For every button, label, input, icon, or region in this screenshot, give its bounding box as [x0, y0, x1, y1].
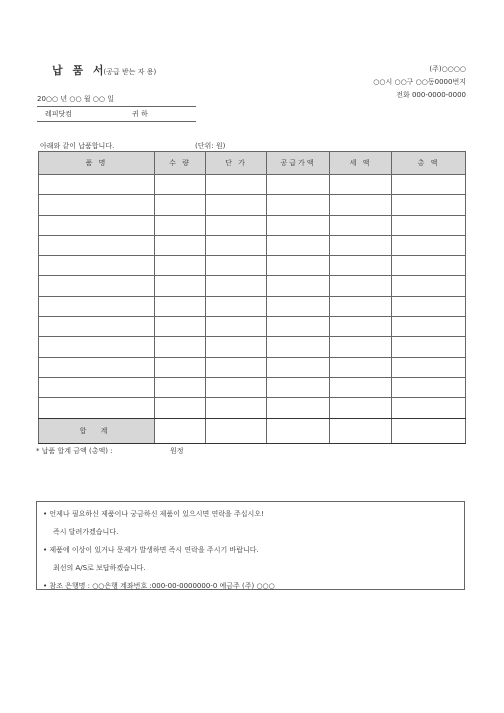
- total-tax-cell[interactable]: [330, 418, 392, 443]
- table-cell[interactable]: [392, 195, 466, 215]
- items-table: [38, 151, 466, 444]
- header-total: 총 액: [392, 152, 466, 175]
- total-row: [39, 418, 466, 443]
- table-cell[interactable]: [267, 377, 330, 397]
- issue-date: 20○○ 년 ○○ 월 ○○ 일: [37, 92, 196, 107]
- table-row: [39, 357, 466, 377]
- note-line: • 참조 은행명 : ○○은행 계좌번호 :000-00-0000000-0 예금주 (주) ○○○: [43, 582, 275, 590]
- table-cell[interactable]: [267, 317, 330, 337]
- table-cell[interactable]: [155, 276, 206, 296]
- total-amount-label: * 납품 합계 금액 (총액) :: [36, 447, 113, 455]
- recipient-name: 레피닷컴: [45, 110, 73, 118]
- table-row: [39, 337, 466, 357]
- supplier-phone: 전화 000-0000-0000: [396, 91, 466, 99]
- note-line: • 제품에 이상이 있거나 문제가 발생하면 즉시 연락을 주시기 바랍니다.: [43, 546, 259, 554]
- table-cell[interactable]: [39, 377, 155, 397]
- table-cell[interactable]: [206, 276, 267, 296]
- supplier-block: [373, 63, 466, 102]
- table-cell[interactable]: [155, 337, 206, 357]
- table-cell[interactable]: [267, 296, 330, 316]
- table-cell[interactable]: [330, 215, 392, 235]
- note-line: 최선의 A/S로 보답하겠습니다.: [53, 564, 146, 572]
- table-row: [39, 195, 466, 215]
- table-cell[interactable]: [267, 276, 330, 296]
- table-cell[interactable]: [155, 317, 206, 337]
- total-supply-cell[interactable]: [267, 418, 330, 443]
- table-cell[interactable]: [39, 175, 155, 195]
- table-cell[interactable]: [39, 256, 155, 276]
- table-cell[interactable]: [39, 195, 155, 215]
- table-cell[interactable]: [392, 235, 466, 255]
- table-cell[interactable]: [392, 175, 466, 195]
- table-row: [39, 276, 466, 296]
- table-cell[interactable]: [330, 398, 392, 418]
- header-supply-amount: 공급가액: [267, 152, 330, 175]
- unit-text: (단위: 원): [195, 142, 226, 150]
- table-cell[interactable]: [330, 235, 392, 255]
- table-cell[interactable]: [267, 357, 330, 377]
- table-cell[interactable]: [392, 296, 466, 316]
- table-cell[interactable]: [330, 175, 392, 195]
- total-amount-cell[interactable]: [392, 418, 466, 443]
- table-cell[interactable]: [267, 235, 330, 255]
- table-row: [39, 398, 466, 418]
- table-cell[interactable]: [39, 215, 155, 235]
- table-cell[interactable]: [206, 296, 267, 316]
- table-cell[interactable]: [155, 175, 206, 195]
- table-cell[interactable]: [39, 296, 155, 316]
- recipient-honorific: 귀 하: [132, 110, 148, 118]
- total-label: 합 계: [39, 418, 155, 443]
- table-cell[interactable]: [330, 317, 392, 337]
- table-cell[interactable]: [39, 398, 155, 418]
- table-cell[interactable]: [206, 195, 267, 215]
- table-cell[interactable]: [392, 317, 466, 337]
- table-cell[interactable]: [392, 256, 466, 276]
- table-cell[interactable]: [39, 235, 155, 255]
- table-cell[interactable]: [330, 276, 392, 296]
- table-cell[interactable]: [330, 357, 392, 377]
- recipient-row: [37, 107, 196, 122]
- table-row: [39, 377, 466, 397]
- table-cell[interactable]: [39, 357, 155, 377]
- header-tax: 세 액: [330, 152, 392, 175]
- table-body: [39, 175, 466, 419]
- header-item-name: 품 명: [39, 152, 155, 175]
- table-cell[interactable]: [392, 377, 466, 397]
- table-cell[interactable]: [206, 175, 267, 195]
- table-cell[interactable]: [206, 377, 267, 397]
- table-cell[interactable]: [39, 337, 155, 357]
- table-cell[interactable]: [206, 215, 267, 235]
- note-line: • 언제나 필요하신 제품이나 궁금하신 제품이 있으시면 연락을 주십시오!: [43, 510, 264, 518]
- intro-text: 아래와 같이 납품합니다.: [40, 142, 115, 150]
- table-row: [39, 235, 466, 255]
- header-quantity: 수 량: [155, 152, 206, 175]
- header-unit-price: 단 가: [206, 152, 267, 175]
- table-header-row: [39, 152, 466, 175]
- table-cell[interactable]: [206, 256, 267, 276]
- table-cell[interactable]: [206, 357, 267, 377]
- table-cell[interactable]: [392, 215, 466, 235]
- table-row: [39, 175, 466, 195]
- table-cell[interactable]: [267, 256, 330, 276]
- table-cell[interactable]: [39, 276, 155, 296]
- table-cell[interactable]: [330, 256, 392, 276]
- table-cell[interactable]: [392, 337, 466, 357]
- total-amount-unit: 원정: [170, 447, 184, 455]
- table-cell[interactable]: [330, 337, 392, 357]
- total-amount-line: [36, 446, 236, 456]
- table-cell[interactable]: [206, 235, 267, 255]
- table-row: [39, 296, 466, 316]
- table-cell[interactable]: [330, 377, 392, 397]
- total-unit-price-cell[interactable]: [206, 418, 267, 443]
- document-subtitle: (공급 받는 자 용): [103, 68, 157, 76]
- recipient-block: [37, 92, 196, 122]
- supplier-company: (주)○○○○: [429, 65, 466, 73]
- table-cell[interactable]: [267, 398, 330, 418]
- table-cell[interactable]: [155, 357, 206, 377]
- notes-box: [36, 501, 465, 590]
- table-cell[interactable]: [267, 215, 330, 235]
- table-cell[interactable]: [330, 195, 392, 215]
- table-row: [39, 317, 466, 337]
- table-cell[interactable]: [267, 195, 330, 215]
- table-cell[interactable]: [267, 175, 330, 195]
- table-cell[interactable]: [392, 357, 466, 377]
- table-row: [39, 215, 466, 235]
- table-cell[interactable]: [155, 377, 206, 397]
- table-cell[interactable]: [267, 337, 330, 357]
- total-quantity-cell[interactable]: [155, 418, 206, 443]
- table-cell[interactable]: [206, 398, 267, 418]
- note-line: 즉시 달려가겠습니다.: [53, 528, 119, 536]
- document-title: [52, 62, 156, 78]
- table-cell[interactable]: [155, 398, 206, 418]
- table-cell[interactable]: [392, 276, 466, 296]
- table-cell[interactable]: [155, 296, 206, 316]
- table-cell[interactable]: [206, 337, 267, 357]
- supplier-address: ○○시 ○○구 ○○동0000번지: [373, 78, 466, 86]
- document-title-text: 납 품 서: [52, 64, 104, 77]
- table-cell[interactable]: [330, 296, 392, 316]
- table-cell[interactable]: [39, 317, 155, 337]
- table-cell[interactable]: [155, 195, 206, 215]
- table-cell[interactable]: [155, 215, 206, 235]
- table-row: [39, 256, 466, 276]
- table-cell[interactable]: [206, 317, 267, 337]
- table-cell[interactable]: [155, 256, 206, 276]
- table-cell[interactable]: [155, 235, 206, 255]
- table-cell[interactable]: [392, 398, 466, 418]
